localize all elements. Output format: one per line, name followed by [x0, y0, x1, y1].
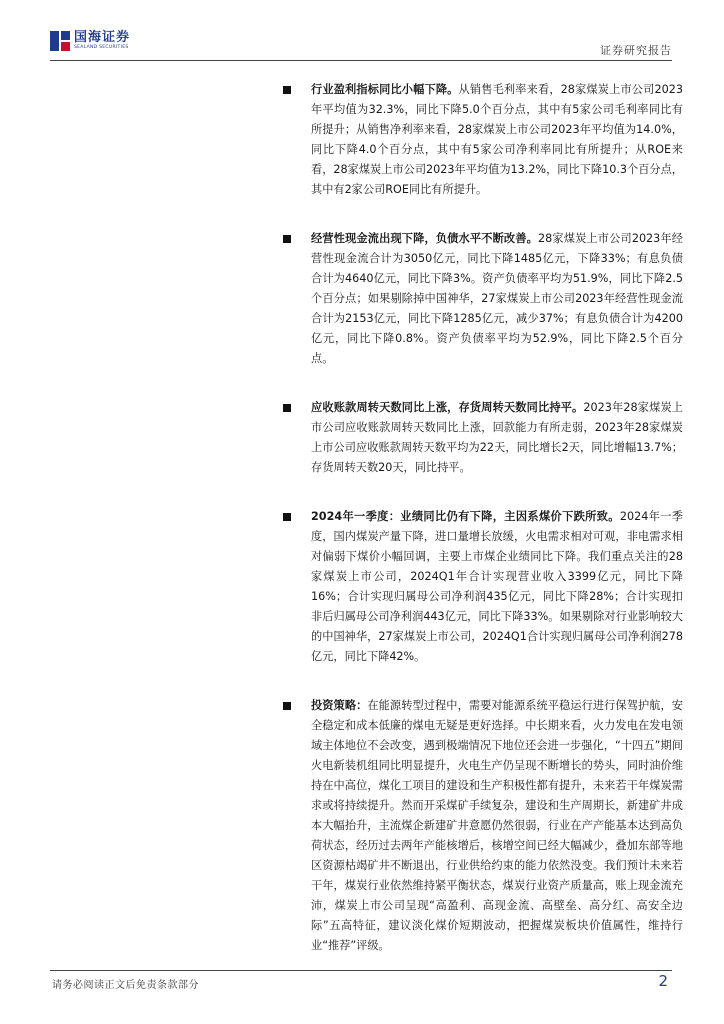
company-logo	[50, 29, 130, 53]
report-type-label: 证券研究报告	[600, 44, 672, 57]
square-bullet-icon	[283, 86, 291, 94]
paragraph-body: 2024年一季度，国内煤炭产量下降，进口量增长放缓，火电需求相对可观，非电需求相对偏弱下煤价小幅回调，主要上市煤企业绩同比下降。我们重点关注的28家煤炭上市公司，2024Q1年合计实现营业收入3399亿元，同比下降16%；合计实现归属母公司净利润435亿元，同比下降28%；合计实现扣非后归属母公司净利润443亿元，同比下降33%。如果剔除对行业影响较大的中国神华，27家煤炭上市公司，2024Q1合计实现归属母公司净利润278亿元，同比下降42%。	[311, 510, 683, 663]
paragraph-body: 从销售毛利率来看，28家煤炭上市公司2023年平均值为32.3%，同比下降5.0个百分点，其中有5家公司毛利率同比有所提升；从销售净利率来看，28家煤炭上市公司2023年平均值为14.0%，同比下降4.0个百分点，其中有5家公司净利率同比有所提升；从ROE来看，28家煤炭上市公司2023年平均值为13.2%，同比下降10.3个百分点，其中有2家公司ROE同比有所提升。	[311, 83, 683, 196]
paragraph-q1-2024	[283, 507, 683, 667]
header-divider	[50, 60, 672, 61]
main-content	[283, 80, 683, 985]
page-number: 2	[658, 972, 668, 990]
footer-disclaimer: 请务必阅读正文后免责条款部分	[52, 980, 199, 991]
footer-divider	[50, 970, 672, 971]
paragraph-lead: 2024年一季度：业绩同比仍有下降，主因系煤价下跌所致。	[311, 510, 620, 523]
logo-mark-icon	[50, 31, 70, 51]
square-bullet-icon	[283, 404, 291, 412]
square-bullet-icon	[283, 235, 291, 243]
paragraph-lead: 经营性现金流出现下降，负债水平不断改善。	[311, 232, 538, 245]
paragraph-body: 2023年28家煤炭上市公司应收账款周转天数同比上涨，回款能力有所走弱，2023年28家煤炭上市公司应收账款周转天数平均为22天，同比增长2天，同比增幅13.7%；存货周转天数20天，同比持平。	[311, 401, 683, 474]
paragraph-investment-strategy	[283, 696, 683, 956]
paragraph-cashflow	[283, 229, 683, 369]
logo-name-en: SEALAND SECURITIES	[74, 45, 129, 51]
square-bullet-icon	[283, 513, 291, 521]
paragraph-lead: 应收账款周转天数同比上涨，存货周转天数同比持平。	[311, 401, 584, 414]
paragraph-profitability	[283, 80, 683, 200]
page-header	[0, 0, 724, 60]
paragraph-lead: 行业盈利指标同比小幅下降。	[311, 83, 459, 96]
paragraph-turnover	[283, 398, 683, 478]
paragraph-body: 28家煤炭上市公司2023年经营性现金流合计为3050亿元，同比下降1485亿元，下降33%；有息负债合计为4640亿元，同比下降3%。资产负债率平均为51.9%，同比下降2.5个百分点；如果剔除掉中国神华，27家煤炭上市公司2023年经营性现金流合计为2153亿元，同比下降1285亿元，减少37%；有息负债合计为4200亿元，同比下降0.8%。资产负债率平均为52.9%，同比下降2.5个百分点。	[311, 232, 683, 365]
square-bullet-icon	[283, 702, 291, 710]
logo-name-cn: 国海证券	[74, 30, 131, 46]
paragraph-body: 在能源转型过程中，需要对能源系统平稳运行进行保驾护航，安全稳定和成本低廉的煤电无疑是更好选择。中长期来看，火力发电在发电领域主体地位不会改变，遇到极端情况下地位还会进一步强化，“十四五”期间火电新装机组同比明显提升，火电生产仍呈现不断增长的势头，同时油价维持在中高位，煤化工项目的建设和生产积极性都有提升，未来若干年煤炭需求或将持续提升。然而开采煤矿手续复杂，建设和生产周期长，新建矿井成本大幅抬升，主流煤企新建矿井意愿仍然很弱，行业在产产能基本达到高负荷状态，经历过去两年产能核增后，核增空间已经大幅减少，叠加东部等地区资源枯竭矿井不断退出，行业供给约束的能力依然没变。我们预计未来若干年，煤炭行业依然维持紧平衡状态，煤炭行业资产质量高，账上现金流充沛，煤炭上市公司呈现“高盈利、高现金流、高壁垒、高分红、高安全边际”五高特征，建议淡化煤价短期波动，把握煤炭板块价值属性，维持行业“推荐”评级。	[311, 699, 683, 952]
paragraph-lead: 投资策略：	[311, 699, 368, 712]
